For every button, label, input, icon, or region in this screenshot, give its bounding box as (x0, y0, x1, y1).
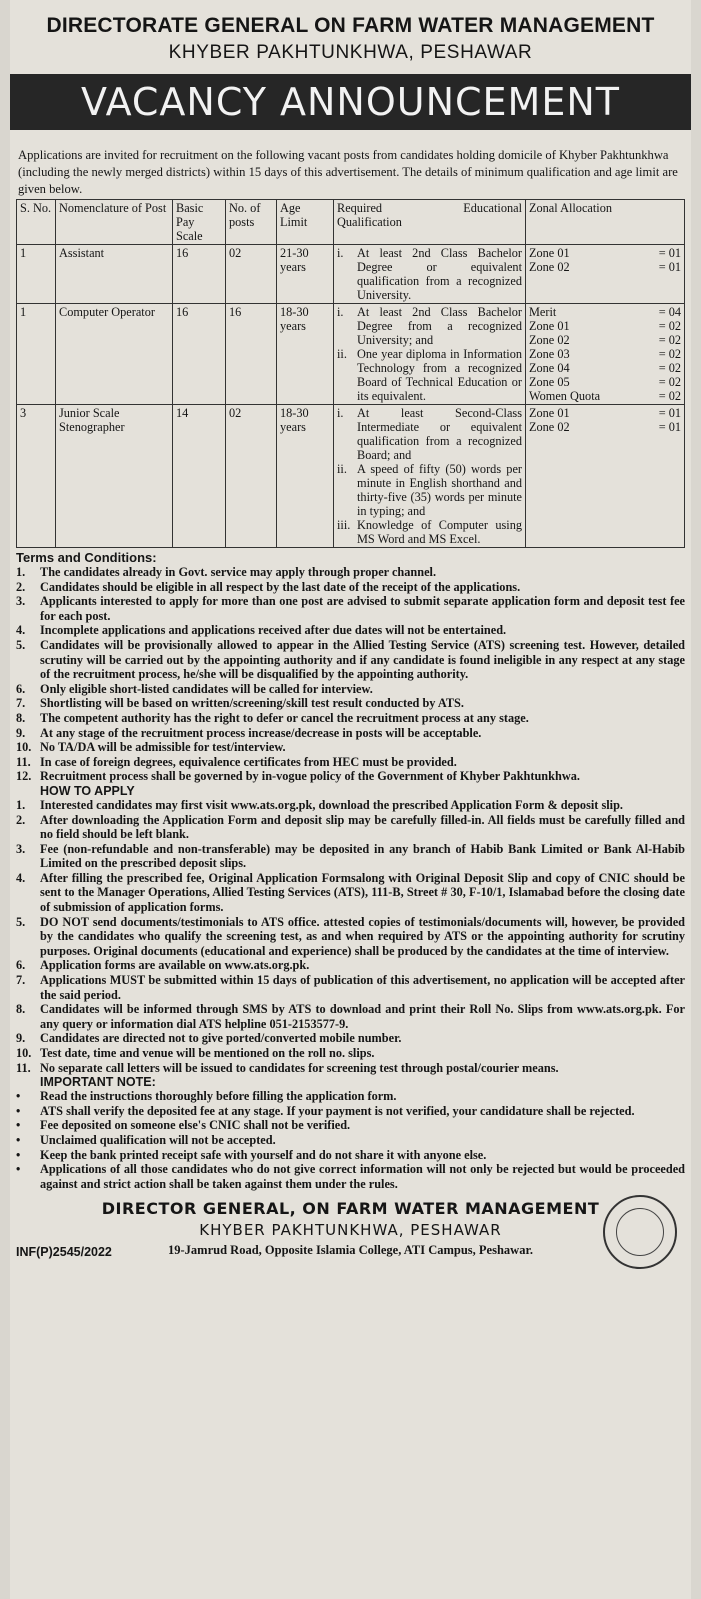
item-number: 5. (16, 637, 26, 652)
qualification-number: iii. (337, 518, 351, 532)
item-number: 9. (16, 725, 26, 740)
bullet-icon: • (16, 1147, 21, 1162)
bullet-icon: • (16, 1089, 21, 1104)
cell-qualification (334, 304, 526, 405)
zone-allocation (529, 260, 681, 274)
note-item (16, 1133, 685, 1148)
cell-post: Junior Scale Stenographer (56, 405, 173, 548)
item-text: At any stage of the recruitment process increase/decrease in posts will be acceptable. (40, 725, 482, 740)
header-qual-required: Required (337, 201, 383, 215)
zone-name: Zone 01 (529, 246, 570, 260)
bullet-icon: • (16, 1103, 21, 1118)
item-text: Shortlisting will be based on written/screening/skill test result conducted by ATS. (40, 696, 464, 711)
item-text: After filling the prescribed fee, Original Application Formsalong with Original Deposit Slip and copy of CNIC should be sent to the Manager Operations, Allied Testing Services (ATS), 111-B, Street # 30, F-10/1, Islamabad before the closing date of submission of application forms. (40, 870, 685, 915)
item-text: Interested candidates may first visit www.ats.org.pk, download the prescribed Application Form & deposit slip. (40, 797, 623, 812)
qualification-item (337, 305, 522, 347)
item-number: 11. (16, 1060, 31, 1075)
note-item (16, 1162, 685, 1191)
qualification-text: At least 2nd Class Bachelor Degree or equivalent qualification from a recognized University. (357, 246, 522, 302)
header-qualification (334, 200, 526, 245)
term-item (16, 740, 685, 755)
cell-qualification (334, 245, 526, 304)
zone-allocation (529, 406, 681, 420)
qualification-item (337, 246, 522, 302)
item-text: Applicants interested to apply for more than one post are advised to submit separate application form and deposit test fee for each post. (40, 594, 685, 623)
qualification-text: At least Second-Class Intermediate or equivalent qualification from a recognized Board; and (357, 406, 522, 462)
qualification-number: ii. (337, 462, 347, 476)
term-item (16, 726, 685, 741)
apply-step (16, 813, 685, 842)
item-number: 8. (16, 1002, 26, 1017)
apply-step (16, 1002, 685, 1031)
zone-count: = 02 (658, 347, 681, 361)
item-text: Test date, time and venue will be mentioned on the roll no. slips. (40, 1046, 375, 1060)
org-location: KHYBER PAKHTUNKHWA, PESHAWAR (168, 42, 533, 63)
table-row (17, 245, 685, 304)
qualification-item (337, 462, 522, 518)
term-item (16, 711, 685, 726)
note-text: Applications of all those candidates who do not give correct information will not only be rejected but would be proceeded against and strict action shall be taken against them under the rules. (40, 1162, 685, 1191)
item-number: 3. (16, 841, 26, 856)
cell-bps: 14 (173, 405, 226, 548)
org-title: DIRECTORATE GENERAL ON FARM WATER MANAGEMENT (46, 14, 655, 37)
cell-age: 21-30 years (277, 245, 334, 304)
how-to-apply-title: HOW TO APPLY (40, 783, 135, 798)
note-item (16, 1089, 685, 1104)
note-text: Read the instructions thoroughly before filling the application form. (40, 1089, 397, 1104)
table-body (17, 245, 685, 548)
header-age: Age Limit (277, 200, 334, 245)
zone-name: Zone 02 (529, 333, 570, 347)
apply-step (16, 1046, 685, 1061)
footer (16, 1199, 685, 1279)
item-text: No separate call letters will be issued to candidates for screening test through postal/courier means. (40, 1060, 559, 1075)
term-item (16, 755, 685, 770)
intro-paragraph: Applications are invited for recruitment on the following vacant posts from candidates holding domicile of Khyber Pakhtunkhwa (including the newly merged districts) within 15 days of this advertisement. The details of minimum qualification and age limit are given below. (18, 148, 678, 196)
qualification-item (337, 518, 522, 546)
cell-qualification (334, 405, 526, 548)
office-address: 19-Jamrud Road, Opposite Islamia College, ATI Campus, Peshawar. (168, 1243, 533, 1258)
item-text: Candidates are directed not to give ported/converted mobile number. (40, 1031, 402, 1046)
note-text: Unclaimed qualification will not be accepted. (40, 1132, 276, 1147)
cell-posts: 02 (226, 245, 277, 304)
department-seal-icon (603, 1195, 677, 1269)
item-text: Candidates should be eligible in all respect by the last date of the receipt of the applications. (40, 579, 521, 594)
zone-name: Zone 02 (529, 420, 570, 434)
zone-count: = 01 (658, 420, 681, 434)
vacancy-banner (10, 74, 691, 130)
important-note-title: IMPORTANT NOTE: (40, 1075, 156, 1090)
item-number: 2. (16, 812, 26, 827)
item-number: 9. (16, 1031, 26, 1046)
zone-allocation (529, 305, 681, 319)
zone-count: = 01 (658, 406, 681, 420)
cell-zone (526, 304, 685, 405)
item-number: 8. (16, 710, 26, 725)
item-number: 5. (16, 914, 26, 929)
apply-step (16, 973, 685, 1002)
cell-post: Computer Operator (56, 304, 173, 405)
item-number: 3. (16, 594, 26, 609)
apply-step (16, 798, 685, 813)
zone-name: Zone 01 (529, 406, 570, 420)
item-number: 6. (16, 958, 26, 973)
zone-name: Merit (529, 305, 557, 319)
item-number: 10. (16, 1046, 32, 1060)
qualification-item (337, 347, 522, 403)
item-text: Recruitment process shall be governed by in-vogue policy of the Government of Khyber Pakhtunkhwa. (40, 769, 580, 784)
header-bps: Basic Pay Scale (173, 200, 226, 245)
table-row (17, 304, 685, 405)
note-text: ATS shall verify the deposited fee at any stage. If your payment is not verified, your candidature shall be rejected. (40, 1103, 635, 1118)
note-item (16, 1104, 685, 1119)
zone-name: Zone 01 (529, 319, 570, 333)
zone-count: = 04 (658, 305, 681, 319)
cell-bps: 16 (173, 304, 226, 405)
vacancy-advertisement (10, 0, 691, 1599)
item-text: The competent authority has the right to defer or cancel the recruitment process at any stage. (40, 710, 529, 725)
item-number: 6. (16, 681, 26, 696)
item-text: Fee (non-refundable and non-transferable) may be deposited in any branch of Habib Bank Limited or Bank Al-Habib Limited on the prescribed deposit slips. (40, 841, 685, 871)
item-text: Application forms are available on www.ats.org.pk. (40, 958, 310, 973)
terms-title: Terms and Conditions: (16, 550, 157, 565)
item-text: DO NOT send documents/testimonials to ATS office. attested copies of testimonials/documents will, however, be provided by the candidates who qualify the screening test, as and when required by ATS or the appointing authority for scrutiny purposes. Original documents (educational and experience) shall be produced by the candidates at the time of interview. (40, 914, 685, 958)
zone-allocation (529, 361, 681, 375)
cell-bps: 16 (173, 245, 226, 304)
qualification-number: i. (337, 305, 344, 319)
item-number: 4. (16, 870, 26, 885)
zone-count: = 02 (658, 361, 681, 375)
item-number: 11. (16, 754, 31, 769)
item-number: 1. (16, 565, 26, 579)
term-item (16, 696, 685, 711)
qualification-number: ii. (337, 347, 347, 361)
zone-name: Zone 02 (529, 260, 570, 274)
item-text: No TA/DA will be admissible for test/interview. (40, 740, 286, 755)
zone-allocation (529, 347, 681, 361)
qualification-number: i. (337, 246, 344, 260)
zone-allocation (529, 389, 681, 403)
term-item (16, 580, 685, 595)
zone-count: = 02 (658, 333, 681, 347)
item-text: In case of foreign degrees, equivalence certificates from HEC must be provided. (40, 754, 457, 769)
table-row (17, 405, 685, 548)
zone-name: Women Quota (529, 389, 601, 403)
item-number: 12. (16, 769, 32, 784)
header-post: Nomenclature of Post (56, 200, 173, 245)
bullet-icon: • (16, 1162, 21, 1177)
apply-step (16, 1061, 685, 1076)
header-zone: Zonal Allocation (526, 200, 685, 245)
apply-step (16, 958, 685, 973)
item-number: 1. (16, 797, 26, 812)
zone-allocation (529, 333, 681, 347)
term-item (16, 769, 685, 784)
zone-allocation (529, 319, 681, 333)
zone-count: = 01 (658, 260, 681, 274)
item-text: Only eligible short-listed candidates will be called for interview. (40, 681, 373, 696)
zone-allocation (529, 375, 681, 389)
zone-allocation (529, 420, 681, 434)
vacancy-table (16, 199, 685, 548)
signatory-location: KHYBER PAKHTUNKHWA, PESHAWAR (199, 1221, 502, 1240)
zone-name: Zone 05 (529, 375, 570, 389)
cell-zone (526, 245, 685, 304)
note-item (16, 1118, 685, 1133)
zone-count: = 02 (658, 319, 681, 333)
item-text: After downloading the Application Form and deposit slip may be carefully filled-in. All fields must be carefully filled and no field should be left blank. (40, 812, 685, 842)
cell-post: Assistant (56, 245, 173, 304)
apply-step (16, 871, 685, 915)
table-header-row (17, 200, 685, 245)
term-item (16, 682, 685, 697)
term-item (16, 565, 685, 580)
header-qual-qualification: Qualification (337, 215, 402, 229)
zone-count: = 02 (658, 389, 681, 403)
important-note-list (16, 1089, 685, 1191)
zone-count: = 02 (658, 375, 681, 389)
item-text: Applications MUST be submitted within 15 days of publication of this advertisement, no application will be accepted after the said period. (40, 973, 685, 1002)
zone-count: = 01 (658, 246, 681, 260)
cell-age: 18-30 years (277, 405, 334, 548)
bullet-icon: • (16, 1132, 21, 1147)
cell-sno: 1 (17, 245, 56, 304)
note-text: Fee deposited on someone else's CNIC shall not be verified. (40, 1118, 351, 1133)
cell-posts: 16 (226, 304, 277, 405)
qualification-text: One year diploma in Information Technology from a recognized Board of Technical Education or its equivalent. (357, 347, 522, 403)
bullet-icon: • (16, 1118, 21, 1133)
banner-title: VACANCY ANNOUNCEMENT (81, 80, 620, 124)
item-number: 2. (16, 579, 26, 594)
apply-step (16, 842, 685, 871)
item-number: 7. (16, 973, 26, 988)
item-number: 4. (16, 623, 26, 638)
how-to-apply-list (16, 798, 685, 1075)
item-text: Candidates will be provisionally allowed to appear in the Allied Testing Service (ATS) screening test. However, detailed scrutiny will be carried out by the appointing authority and if any candidate is found ineligible in any respect at any stage of the recruitment process, he/she will be disqualified by the appointing authority. (40, 637, 685, 682)
item-number: 7. (16, 696, 26, 711)
item-text: Candidates will be informed through SMS by ATS to download and print their Roll No. Slips from www.ats.org.pk. For any query or information dial ATS helpline 051-2153577-9. (40, 1002, 685, 1031)
qualification-number: i. (337, 406, 344, 420)
reference-number: INF(P)2545/2022 (16, 1245, 112, 1260)
note-item (16, 1148, 685, 1163)
cell-posts: 02 (226, 405, 277, 548)
item-text: Incomplete applications and applications received after due dates will not be entertained. (40, 623, 507, 638)
qualification-text: Knowledge of Computer using MS Word and MS Excel. (357, 518, 522, 546)
item-number: 10. (16, 740, 32, 755)
item-text: The candidates already in Govt. service may apply through proper channel. (40, 565, 437, 579)
qualification-item (337, 406, 522, 462)
term-item (16, 638, 685, 682)
cell-age: 18-30 years (277, 304, 334, 405)
apply-step (16, 1031, 685, 1046)
zone-allocation (529, 246, 681, 260)
zone-name: Zone 03 (529, 347, 570, 361)
note-text: Keep the bank printed receipt safe with yourself and do not share it with anyone else. (40, 1147, 487, 1162)
term-item (16, 623, 685, 638)
header-posts: No. of posts (226, 200, 277, 245)
cell-sno: 3 (17, 405, 56, 548)
header-sno: S. No. (17, 200, 56, 245)
zone-name: Zone 04 (529, 361, 570, 375)
term-item (16, 594, 685, 623)
signatory-title: DIRECTOR GENERAL, ON FARM WATER MANAGEMENT (101, 1199, 600, 1219)
apply-step (16, 915, 685, 959)
cell-sno: 1 (17, 304, 56, 405)
terms-list (16, 565, 685, 784)
qualification-text: At least 2nd Class Bachelor Degree from a recognized University; and (357, 305, 522, 347)
header-qual-educational: Educational (463, 201, 522, 215)
qualification-text: A speed of fifty (50) words per minute in English shorthand and thirty-five (35) words per minute in typing; and (357, 462, 522, 518)
cell-zone (526, 405, 685, 548)
